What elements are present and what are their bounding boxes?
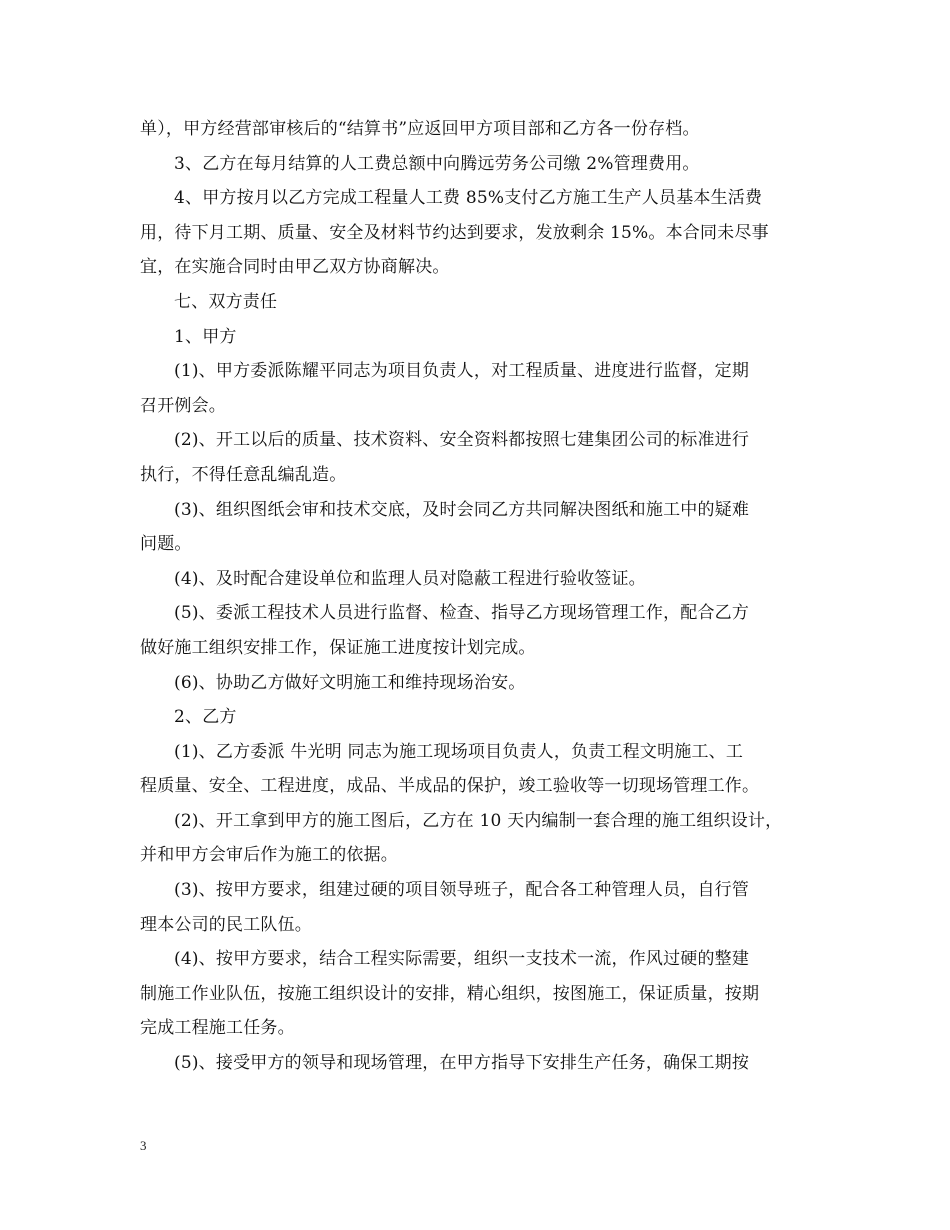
text-line: 3、乙方在每月结算的人工费总额中向腾远劳务公司缴 2%管理费用。 [174,153,700,174]
text-line: (3)、组织图纸会审和技术交底，及时会同乙方共同解决图纸和施工中的疑难 [174,499,750,520]
text-line: 宜，在实施合同时由甲乙双方协商解决。 [140,257,450,278]
text-line: 理本公司的民工队伍。 [140,914,312,935]
subsection-heading: 2、乙方 [174,707,237,728]
text-line: (5)、委派工程技术人员进行监督、检查、指导乙方现场管理工作，配合乙方 [174,603,750,624]
text-line: (1)、甲方委派陈耀平同志为项目负责人，对工程质量、进度进行监督，定期 [174,361,750,382]
text-line: (4)、按甲方要求，结合工程实际需要，组织一支技术一流，作风过硬的整建 [174,949,750,970]
text-line: 执行，不得任意乱编乱造。 [140,464,347,485]
text-line: (3)、按甲方要求，组建过硬的项目领导班子，配合各工种管理人员，自行管 [174,880,750,901]
text-line: (2)、开工以后的质量、技术资料、安全资料都按照七建集团公司的标准进行 [174,430,750,451]
text-line: 用，待下月工期、质量、安全及材料节约达到要求，发放剩余 15%。本合同未尽事 [140,222,769,243]
text-line: 问题。 [140,534,192,555]
page-body [140,112,830,1081]
text-line: 并和甲方会审后作为施工的依据。 [140,845,398,866]
subsection-heading: 1、甲方 [174,326,237,347]
text-line: 做好施工组织安排工作，保证施工进度按计划完成。 [140,637,536,658]
text-line: 4、甲方按月以乙方完成工程量人工费 85%支付乙方施工生产人员基本生活费 [174,188,763,209]
text-line: (1)、乙方委派 牛光明 同志为施工现场项目负责人，负责工程文明施工、工 [174,741,744,762]
text-line: (6)、协助乙方做好文明施工和维持现场治安。 [174,672,526,693]
text-line: 单），甲方经营部审核后的“结算书”应返回甲方项目部和乙方各一份存档。 [140,119,700,139]
text-line: (5)、接受甲方的领导和现场管理，在甲方指导下安排生产任务，确保工期按 [174,1053,750,1074]
text-line: 完成工程施工任务。 [140,1018,295,1039]
text-line: (4)、及时配合建设单位和监理人员对隐蔽工程进行验收签证。 [174,568,646,589]
text-line: 程质量、安全、工程进度，成品、半成品的保护，竣工验收等一切现场管理工作。 [140,776,760,797]
text-line: 召开例会。 [140,395,226,416]
text-line: (2)、开工拿到甲方的施工图后，乙方在 10 天内编制一套合理的施工组织设计， [174,810,783,831]
page-number: 3 [140,1138,147,1153]
section-heading: 七、双方责任 [174,291,278,312]
text-line: 制施工作业队伍，按施工组织设计的安排，精心组织，按图施工，保证质量，按期 [140,983,760,1004]
